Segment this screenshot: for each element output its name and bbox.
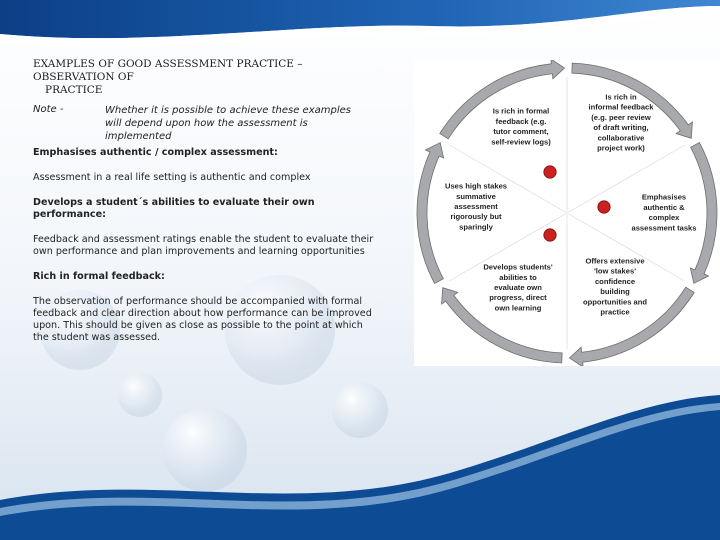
cycle-label-line: progress, direct [489,293,547,303]
cycle-label-line: Is rich in formal [492,106,550,116]
cycle-label-line: (e.g. peer review [591,112,651,122]
cycle-label-line: complex [648,213,680,223]
cycle-label-line: project work) [597,143,645,153]
heading-authentic-assessment: Emphasises authentic / complex assessment: [33,147,278,158]
highlight-marker-1 [598,201,610,213]
title-line-2: PRACTICE [45,84,103,96]
heading-self-evaluation: Develops a student´s abilities to evaluate their own performance: [33,197,315,220]
cycle-svg [414,60,720,366]
cycle-segment-label [631,193,696,233]
heading-formal-feedback: Rich in formal feedback: [33,271,165,282]
cycle-label-line: building [600,287,630,297]
cycle-label-line: assessment tasks [631,223,697,233]
highlight-marker-3 [544,229,556,241]
cycle-label-line: abilities to [499,272,537,282]
assessment-cycle-diagram [414,60,720,366]
cycle-arrow-5 [417,143,444,284]
cycle-label-line: opportunities and [582,297,648,307]
highlight-marker-2 [544,166,556,178]
cycle-label-line: collaborative [597,133,645,143]
cycle-arrow-2 [690,143,717,284]
cycle-label-line: self-review logs) [491,137,551,147]
paragraph-authentic-assessment: Assessment in a real life setting is authentic and complex [33,172,311,183]
cycle-label-line: Develops students' [483,262,553,272]
cycle-label-line: informal feedback [588,102,654,112]
note-label: Note - [33,104,64,115]
cycle-segment-label [445,182,507,232]
cycle-label-line: feedback (e.g. [495,116,547,126]
cycle-label-line: of draft writing, [593,123,649,133]
paragraph-formal-feedback: The observation of performance should be accompanied with formal feedback and clear direction about how performance can be improved upon. This should be given as close as possible to the point at which the student was assessed. [33,296,372,343]
cycle-label-line: confidence [594,276,636,286]
note-text: Whether it is possible to achieve these examples will depend upon how the assessment is implemented [105,105,351,142]
cycle-label-line: authentic & [643,202,685,212]
paragraph-self-evaluation: Feedback and assessment ratings enable the student to evaluate their own performance and plan improvements and learning opportunities [33,234,374,257]
cycle-label-line: 'low stakes' [593,266,637,276]
body-text [33,147,378,357]
cycle-label-line: Emphasises [641,192,687,202]
cycle-segment-label [583,257,647,317]
cycle-label-line: Offers extensive [585,256,645,266]
cycle-label-line: evaluate own [494,283,542,292]
cycle-label-line: tutor comment, [493,127,549,137]
cycle-label-line: rigorously but [450,212,502,222]
cycle-label-line: Uses high stakes [444,181,508,191]
title-line-1: EXAMPLES OF GOOD ASSESSMENT PRACTICE – OBSERVATION OF [33,58,303,83]
cycle-segment-label [491,107,551,147]
cycle-label-line: Is rich in [605,92,637,102]
cycle-segment-label [483,263,553,313]
cycle-label-line: summative [456,191,496,201]
cycle-label-line: sparingly [459,222,493,232]
cycle-label-line: practice [600,307,630,317]
slide-title [33,58,383,97]
cycle-label-line: assessment [454,202,498,211]
cycle-label-line: own learning [494,303,542,313]
cycle-segment-label [589,93,655,153]
